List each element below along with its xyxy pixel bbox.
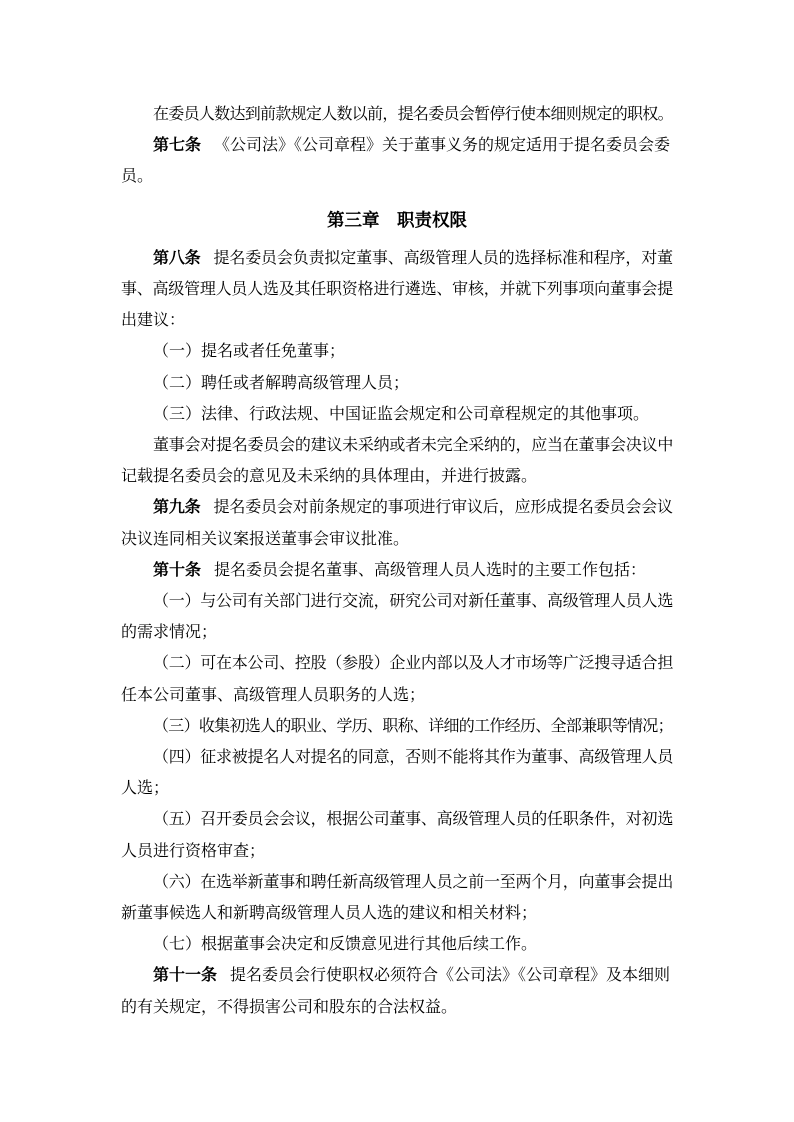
article-number: 第十条 (153, 561, 202, 579)
article-number: 第八条 (153, 249, 201, 267)
text-line: 事、高级管理人员人选及其任职资格进行遴选、审核，并就下列事项向董事会提 (121, 281, 673, 299)
article-number: 第九条 (153, 499, 201, 517)
text-line: 在委员人数达到前款规定人数以前，提名委员会暂停行使本细则规定的职权。 (153, 106, 673, 123)
chapter-heading: 第三章 职责权限 (327, 209, 467, 230)
text-line: （六）在选举新董事和聘任新高级管理人员之前一至两个月，向董事会提出 (153, 873, 674, 891)
text-line: 新董事候选人和新聘高级管理人员人选的建议和相关材料； (121, 905, 538, 923)
article-number: 第十一条 (153, 967, 218, 985)
text-line: （四）征求被提名人对提名的同意，否则不能将其作为董事、高级管理人员 (153, 749, 674, 767)
text-line: （一）与公司有关部门进行交流，研究公司对新任董事、高级管理人员人选 (153, 593, 674, 611)
text-line: （七）根据董事会决定和反馈意见进行其他后续工作。 (153, 936, 538, 954)
text-line: 员。 (121, 168, 154, 186)
text-line: 的有关规定，不得损害公司和股东的合法权益。 (121, 998, 458, 1016)
text-line: （三）收集初选人的职业、学历、职称、详细的工作经历、全部兼职等情况； (153, 717, 673, 735)
article-text: 提名委员会对前条规定的事项进行审议后，应形成提名委员会会议 (213, 499, 673, 517)
document-content (121, 99, 673, 1023)
text-line: 的需求情况； (121, 624, 218, 642)
text-line: 出建议： (121, 312, 186, 330)
text-line: 人选； (121, 780, 170, 798)
article-number: 第七条 (153, 137, 202, 155)
article-line (121, 555, 673, 586)
text-line: （五）召开委员会会议，根据公司董事、高级管理人员的任职条件，对初选 (153, 811, 674, 829)
article-line (121, 243, 673, 274)
text-line: 董事会对提名委员会的建议未采纳或者未完全采纳的，应当在董事会决议中 (153, 437, 674, 455)
text-line: 记载提名委员会的意见及未采纳的具体理由，并进行披露。 (121, 468, 538, 486)
article-line (121, 130, 673, 161)
article-text: 提名委员会行使职权必须符合《公司法》《公司章程》及本细则 (230, 967, 671, 985)
text-line: 人员进行资格审查； (121, 842, 266, 860)
text-line: 任本公司董事、高级管理人员职务的人选； (121, 686, 426, 704)
article-line (121, 492, 673, 523)
article-text: 《公司法》《公司章程》关于董事义务的规定适用于提名委员会委 (214, 137, 671, 155)
text-line: （二）可在本公司、控股（参股）企业内部以及人才市场等广泛搜寻适合担 (153, 655, 674, 673)
text-line: （三）法律、行政法规、中国证监会规定和公司章程规定的其他事项。 (153, 405, 650, 423)
text-line: 决议连同相关议案报送董事会审议批准。 (121, 530, 410, 548)
article-text: 提名委员会提名董事、高级管理人员人选时的主要工作包括： (214, 561, 647, 579)
text-line: （一）提名或者任免董事； (153, 343, 346, 361)
article-line (121, 960, 673, 991)
article-text: 提名委员会负责拟定董事、高级管理人员的选择标准和程序，对董 (213, 249, 673, 267)
text-line: （二）聘任或者解聘高级管理人员； (153, 374, 410, 392)
